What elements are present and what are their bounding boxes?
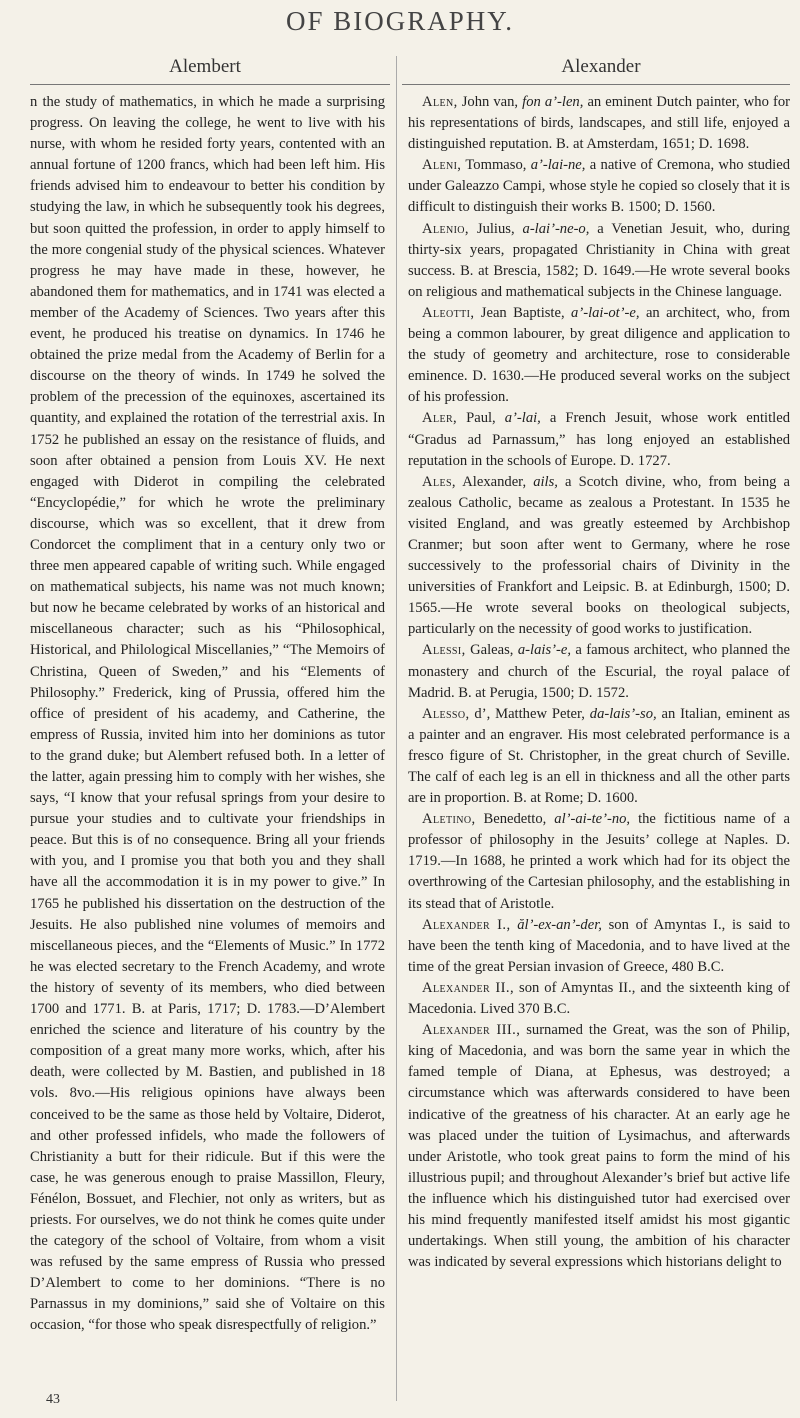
entry-description: an architect, who, from being a common labourer, by great diligence and application to the study of geometry and architecture, rose to considerable eminence. D. 1630.—He produced several works on the subject of his profession. <box>408 304 790 406</box>
entry-headword: Alexander I., <box>422 916 511 933</box>
entry-headword: Alexander III., <box>422 1022 521 1039</box>
entry-forename: Julius, <box>468 220 523 237</box>
entry-forename: surnamed the Great, was the son of Philip, king of Macedonia, and was born the same year in which the famed temple of Diana, at Ephesus, was destroyed; a circumstance which was afterwards considered to have been indicative of the greatness of his character. At an early age he was placed under the tuition of Lysimachus, and afterwards under Aristotle, who took great pains to form the mind of his illustrious pupil; and throughout Alexander’s brief but active life the influence which his distinguished tutor had exercised over his mind frequently manifested itself amidst his most gigantic undertakings. When still young, the ambition of his character was indicated by several expressions which historians delight to <box>408 1022 790 1271</box>
right-column-header: Alexander <box>561 56 641 77</box>
biography-entry <box>408 92 790 155</box>
biography-entry <box>408 978 790 1020</box>
entry-pronunciation: a’-lai-ne, <box>530 157 586 174</box>
biography-entry <box>408 640 790 703</box>
entry-pronunciation: a-lais’-e, <box>517 642 571 659</box>
left-column-header: Alembert <box>169 56 241 77</box>
column-divider <box>396 56 397 1401</box>
entry-headword: Alessi, <box>422 642 466 659</box>
biography-entry <box>408 303 790 408</box>
entry-forename: John van, <box>457 94 523 110</box>
entry-forename: Benedetto, <box>475 811 555 828</box>
entry-forename: Alexander, <box>455 473 534 490</box>
biography-entry <box>408 219 790 303</box>
right-column <box>408 92 790 1273</box>
entry-forename: Tommaso, <box>461 157 531 174</box>
entry-pronunciation: a’-lai, <box>504 410 541 427</box>
entry-description: a famous architect, who planned the monastery and church of the Escurial, the royal palace of Madrid. B. at Perugia, 1500; D. 1572. <box>408 642 790 701</box>
entry-description: son of Amyntas I., is said to have been the tenth king of Macedonia, and to have lived at the time of the great Persian invasion of Greece, 480 B.C. <box>408 916 790 975</box>
entry-pronunciation: ails, <box>533 473 558 490</box>
entry-headword: Ales, <box>422 473 456 490</box>
entry-description: the fictitious name of a professor of philosophy in the Jesuits’ college at Naples. D. 1719.—In 1688, he printed a work which had for its object the overthrowing of the Cartesian philosophy, and the establishing in its stead that of Aristotle. <box>408 811 790 912</box>
left-column <box>30 92 385 1337</box>
entry-pronunciation: al’-ai-te’-no, <box>554 811 631 828</box>
page-header: OF BIOGRAPHY. <box>285 6 515 36</box>
left-header-rule <box>30 84 390 85</box>
entry-description: an eminent Dutch painter, who for his representations of birds, landscapes, and still life, enjoyed a distinguished reputation. B. at Amsterdam, 1651; D. 1698. <box>408 94 790 153</box>
entry-forename: Jean Baptiste, <box>474 304 572 321</box>
entry-forename: Galeas, <box>465 642 518 659</box>
alembert-entry-text: n the study of mathematics, in which he made a surprising progress. On leaving the college, he went to live with his nurse, with whom he resided forty years, contented with an annual fortune of 1200 francs, which had been left him. His friends advised him to endeavour to better his condition by studying the law, in which he subsequently took his degrees, but soon quitted the profession, in order to apply himself to the more congenial study of the physical sciences. Whatever progress he may have made in these, however, he abandoned them for mathematics, and in 1741 was elected a member of the Academy of Sciences. Two years after this event, he produced his treatise on dynamics. In 1746 he obtained the prize medal from the Academy of Berlin for a discourse on the theory of winds. In 1749 he solved the problem of the precession of the equinoxes, ascertained its quantity, and explained the rotation of the terrestrial axis. In 1752 he published an essay on the resistance of fluids, and soon after obtained a pension from Louis XV. He next engaged with Diderot in compiling the celebrated “Encyclopédie,” for which he wrote the preliminary discourse, which was so excellent, that it drew from Condorcet the compliment that in a century only two or three men appeared capable of writing such. While engaged on mathematical subjects, his name was not much known; but now he became celebrated by works of an historical and miscellaneous character; such as his “Philosophical, Historical, and Philological Miscellanies,” “The Memoirs of Christina, Queen of Sweden,” and his “Elements of Philosophy.” Frederick, king of Prussia, offered him the office of president of his academy, and Catherine, the empress of Russia, invited him into her dominions as tutor to the grand duke; but Alembert refused both. In a letter of the latter, again pressing him to comply with her wishes, she says, “I know that your refusal springs from your desire to pursue your studies and to cultivate your friendships in peace. But this is of no consequence. Bring all your friends with you, and I promise you that both you and they shall have all the accommodation it is in my power to give.” In 1765 he published his dissertation on the destruction of the Jesuits. He also published nine volumes of memoirs and miscellaneous pieces, and the “Elements of Music.” In 1772 he was elected secretary to the French Academy, and wrote the history of seventy of its members, who died between 1700 and 1771. B. at Paris, 1717; D. 1783.—D’Alembert enriched the science and literature of his country by the composition of a great many more works, which, after his death, were collected by M. Bastien, and published in 18 vols. 8vo.—His religious opinions have always been conceived to be the same as those held by Voltaire, Diderot, and other professed infidels, who made the followers of Christianity a butt for their ridicule. But if this were the case, he was generous enough to praise Massillon, Fleury, Fénélon, Bossuet, and Flechier, not only as writers, but as priests. For ourselves, we do not think he comes quite under the category of the school of Voltaire, from whom a visit was refused by the same empress of Russia who pressed D’Alembert to come to her dominions. “There is no Parnassus in my dominions,” said she of Voltaire on this occasion, “for those who speak disrespectfully of religion.” <box>30 94 385 1334</box>
biography-entry <box>408 915 790 978</box>
biography-entry <box>408 1020 790 1273</box>
entry-pronunciation: fon a’-len, <box>522 94 584 110</box>
entry-headword: Alexander II., <box>422 979 515 996</box>
entry-pronunciation: ăl’-ex-an’-der, <box>517 916 602 933</box>
entry-headword: Alesso, <box>422 705 470 722</box>
entry-forename: d’, Matthew Peter, <box>469 705 590 722</box>
entry-headword: Aleotti, <box>422 304 475 321</box>
entry-headword: Alen, <box>422 94 458 110</box>
entry-pronunciation: da-lais’-so, <box>589 705 657 722</box>
entry-description: a native of Cremona, who studied under Galeazzo Campi, whose style he copied so closely that it is difficult to distinguish their works B. 1500; D. 1560. <box>408 157 791 216</box>
entry-headword: Aletino, <box>422 811 476 828</box>
entry-description: a Scotch divine, who, from being a zealous Catholic, became as zealous a Protestant. In 1535 he visited England, and was greatly esteemed by Archbishop Cranmer; but soon after went to Germany, where he rose successively to the professorial chairs of Divinity in the universities of Frankfort and Leipsic. B. at Edinburgh, 1500; D. 1565.—He wrote several books on theological subjects, particularly on the necessity of good works to justification. <box>408 473 790 638</box>
entry-forename: Paul, <box>457 410 505 427</box>
biography-entry <box>408 155 790 218</box>
entry-description: an Italian, eminent as a painter and an engraver. His most celebrated performance is a fresco figure of St. Christopher, in the great church of Seville. The calf of each leg is an ell in thickness and all the other parts are in proportion. B. at Rome; D. 1600. <box>408 705 790 807</box>
entry-headword: Aler, <box>422 410 458 427</box>
entry-pronunciation: a’-lai-ot’-e, <box>571 304 640 321</box>
entry-headword: Alenio, <box>422 220 469 237</box>
biography-entry <box>408 472 790 641</box>
entry-headword: Aleni, <box>422 157 462 174</box>
entry-description: a French Jesuit, whose work entitled “Gradus ad Parnassum,” has long enjoyed an established reputation in the schools of Europe. D. 1727. <box>408 410 790 469</box>
right-header-rule <box>402 84 790 85</box>
biography-entry <box>408 809 790 914</box>
entry-forename: son of Amyntas II., and the sixteenth king of Macedonia. Lived 370 B.C. <box>408 979 790 1018</box>
entry-description: a Venetian Jesuit, who, during thirty-six years, propagated Christianity in China with great success. B. at Brescia, 1582; D. 1649.—He wrote several books on religious and mathematical subjects in the Chinese language. <box>408 220 790 300</box>
biography-entry <box>408 408 790 471</box>
biography-entry <box>408 704 790 809</box>
entry-pronunciation: a-lai’-ne-o, <box>522 220 590 237</box>
page-number: 43 <box>46 1392 60 1407</box>
